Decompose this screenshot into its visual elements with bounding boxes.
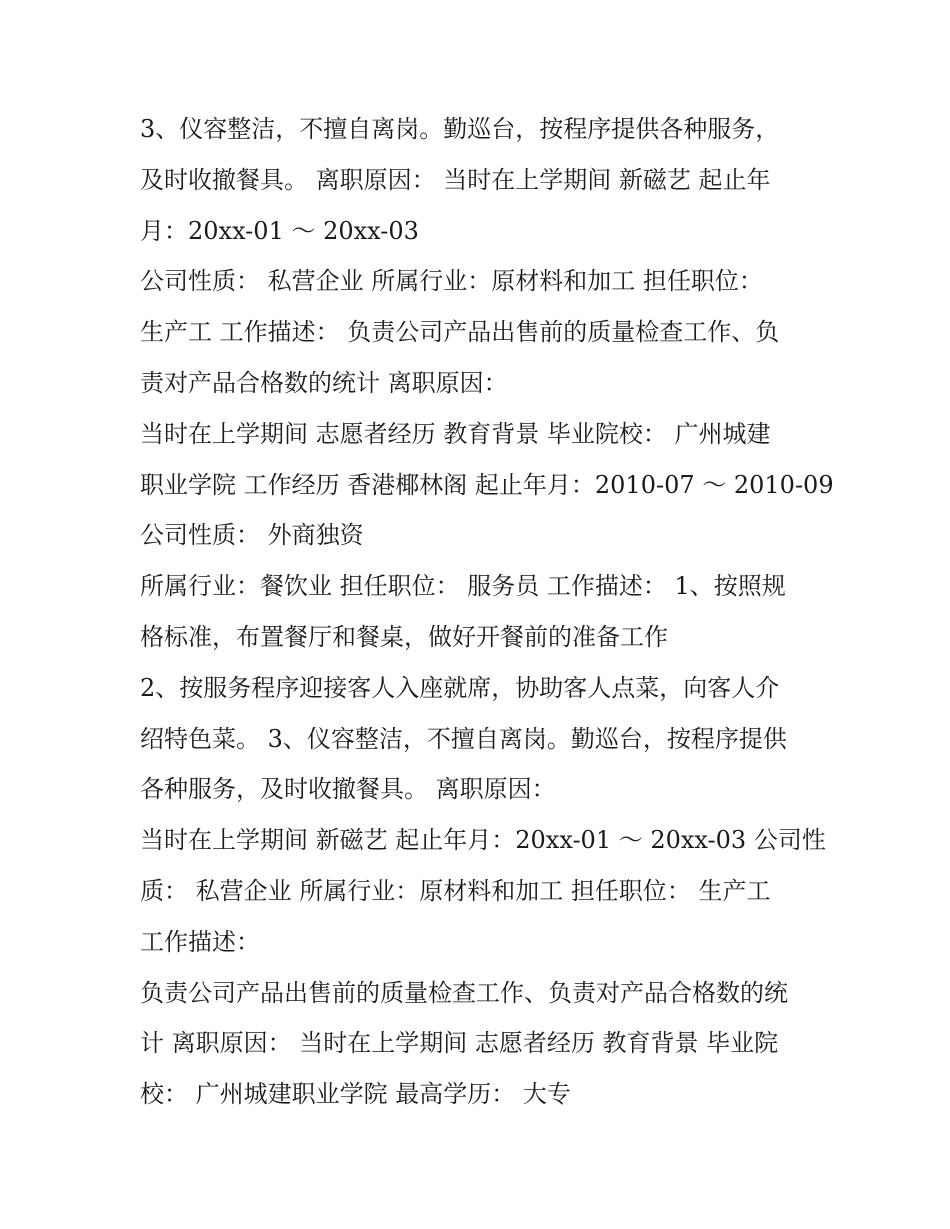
document-body bbox=[140, 104, 834, 1120]
text-line: 生产工 工作描述： 负责公司产品出售前的质量检查工作、负 bbox=[140, 318, 780, 347]
text-line: 2、按服务程序迎接客人入座就席，协助客人点菜，向客人介 bbox=[140, 673, 780, 702]
text-line: 所属行业：餐饮业 担任职位： 服务员 工作描述： 1、按照规 bbox=[140, 572, 786, 601]
text-line: 各种服务，及时收撤餐具。 离职原因： bbox=[140, 775, 556, 804]
text-line: 负责公司产品出售前的质量检查工作、负责对产品合格数的统 bbox=[140, 978, 788, 1007]
text-line: 质： 私营企业 所属行业：原材料和加工 担任职位： 生产工 bbox=[140, 876, 771, 905]
text-line: 计 离职原因： 当时在上学期间 志愿者经历 教育背景 毕业院 bbox=[140, 1029, 779, 1058]
text-line: 公司性质： 外商独资 bbox=[140, 521, 364, 550]
text-line: 格标准，布置餐厅和餐桌，做好开餐前的准备工作 bbox=[140, 622, 668, 651]
text-line: 及时收撤餐具。 离职原因： 当时在上学期间 新磁艺 起止年 bbox=[140, 165, 771, 194]
text-line: 责对产品合格数的统计 离职原因： bbox=[140, 368, 508, 397]
text-line: 工作描述： bbox=[140, 927, 260, 956]
text-line: 月：20xx-01 ～ 20xx-03 bbox=[140, 216, 419, 245]
text-line: 当时在上学期间 新磁艺 起止年月：20xx-01 ～ 20xx-03 公司性 bbox=[140, 826, 826, 855]
text-line: 绍特色菜。 3、仪容整洁，不擅自离岗。勤巡台，按程序提供 bbox=[140, 724, 787, 753]
text-line: 职业学院 工作经历 香港椰林阁 起止年月：2010-07 ～ 2010-09 bbox=[140, 470, 834, 499]
text-line: 校： 广州城建职业学院 最高学历： 大专 bbox=[140, 1080, 571, 1109]
text-line: 当时在上学期间 志愿者经历 教育背景 毕业院校： 广州城建 bbox=[140, 419, 771, 448]
text-line: 公司性质： 私营企业 所属行业：原材料和加工 担任职位： bbox=[140, 267, 763, 296]
text-line: 3、仪容整洁，不擅自离岗。勤巡台，按程序提供各种服务， bbox=[140, 115, 780, 143]
